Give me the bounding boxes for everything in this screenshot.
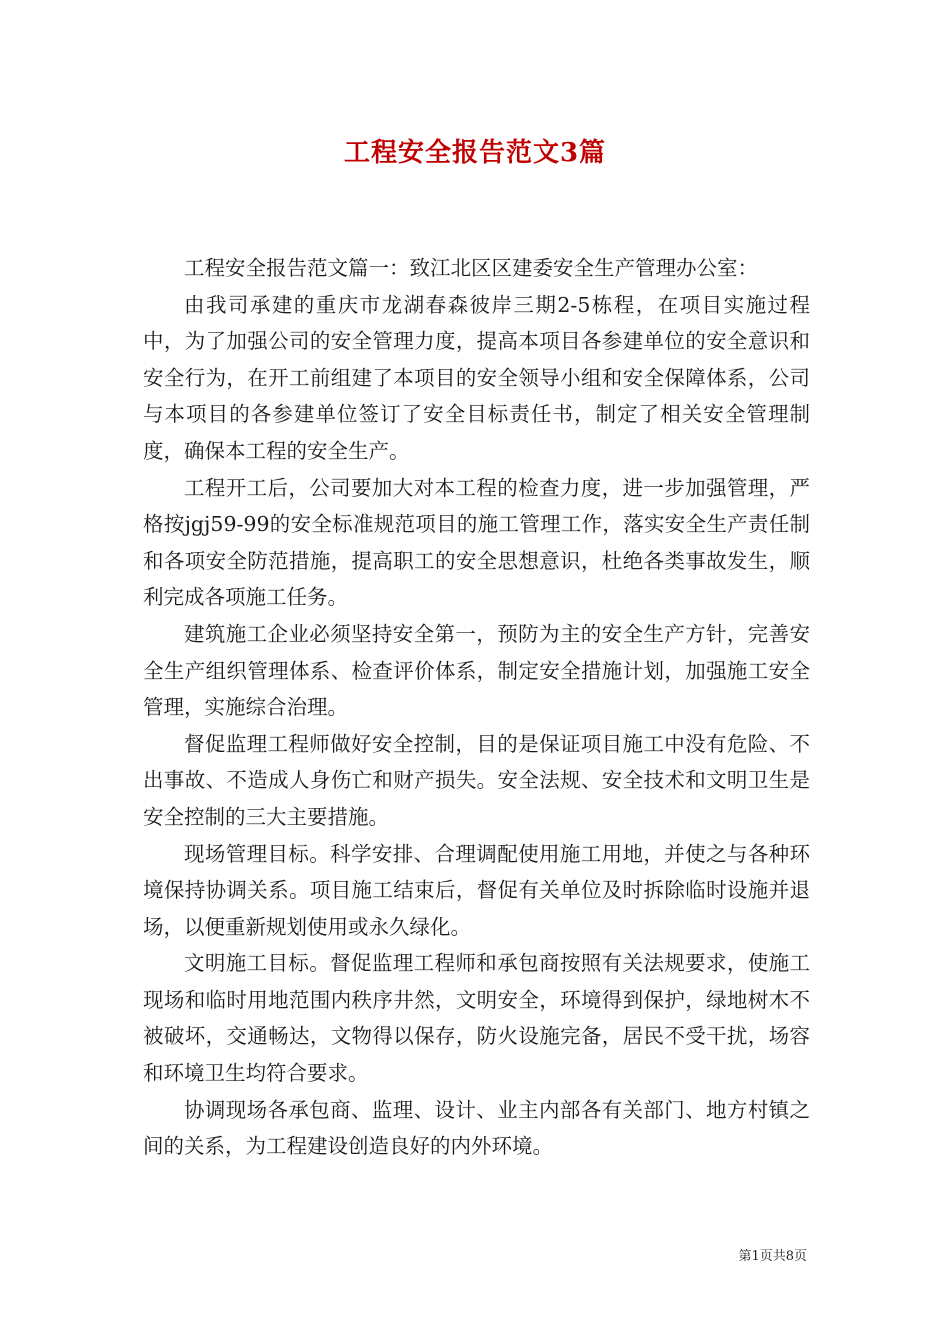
document-body	[143, 250, 810, 1165]
paragraph: 工程开工后，公司要加大对本工程的检查力度，进一步加强管理，严格按jgj59-99的安全标准规范项目的施工管理工作，落实安全生产责任制和各项安全防范措施，提高职工的安全思想意识，杜绝各类事故发生，顺利完成各项施工任务。	[143, 475, 810, 610]
paragraph: 现场管理目标。科学安排、合理调配使用施工用地，并使之与各种环境保持协调关系。项目施工结束后，督促有关单位及时拆除临时设施并退场，以便重新规划使用或永久绿化。	[143, 841, 810, 939]
paragraph: 工程安全报告范文篇一：致江北区区建委安全生产管理办公室：	[184, 256, 758, 280]
paragraph: 由我司承建的重庆市龙湖春森彼岸三期2-5栋程，在项目实施过程中，为了加强公司的安全管理力度，提高本项目各参建单位的安全意识和安全行为，在开工前组建了本项目的安全领导小组和安全保障体系，公司与本项目的各参建单位签订了安全目标责任书，制定了相关安全管理制度，确保本工程的安全生产。	[143, 292, 810, 463]
document-title: 工程安全报告范文3篇	[343, 138, 607, 168]
paragraph: 建筑施工企业必须坚持安全第一，预防为主的安全生产方针，完善安全生产组织管理体系、检查评价体系，制定安全措施计划，加强施工安全管理，实施综合治理。	[143, 621, 810, 720]
paragraph: 督促监理工程师做好安全控制，目的是保证项目施工中没有危险、不出事故、不造成人身伤亡和财产损失。安全法规、安全技术和文明卫生是安全控制的三大主要措施。	[143, 731, 810, 829]
paragraph: 协调现场各承包商、监理、设计、业主内部各有关部门、地方村镇之间的关系，为工程建设创造良好的内外环境。	[143, 1097, 810, 1159]
page-number: 第1页共8页	[738, 1249, 807, 1264]
paragraph: 文明施工目标。督促监理工程师和承包商按照有关法规要求，使施工现场和临时用地范围内秩序井然，文明安全，环境得到保护，绿地树木不被破坏，交通畅达，文物得以保存，防火设施完备，居民不受干扰，场容和环境卫生均符合要求。	[143, 951, 810, 1086]
